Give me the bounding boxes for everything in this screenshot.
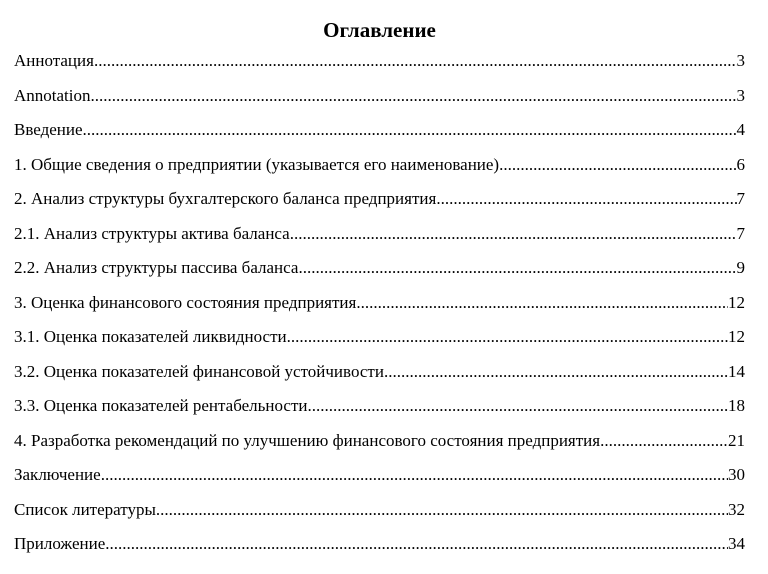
toc-dot-leader [290, 220, 737, 248]
toc-entry-text: 3. Оценка финансового состояния предприятия [14, 292, 357, 312]
toc-entry-page: 4 [736, 120, 745, 139]
toc-entry-text: 1. Общие сведения о предприятии (указывается его наименование) [14, 154, 500, 174]
toc-dot-leader [287, 323, 728, 351]
toc-entry-introduction[interactable] [14, 116, 745, 151]
toc-entry-page: 9 [736, 258, 745, 277]
toc-entry-page: 6 [736, 154, 745, 174]
document-page [14, 0, 745, 574]
toc-entry-section-3-2[interactable] [14, 358, 745, 393]
toc-entry-page: 21 [728, 430, 745, 450]
toc-title: Оглавление [323, 18, 436, 42]
toc-entry-text: Annotation [14, 85, 91, 105]
toc-entry-text: 3.1. Оценка показателей ликвидности [14, 327, 287, 346]
toc-entry-page: 3 [736, 51, 745, 70]
toc-entry-text: Заключение [14, 465, 101, 484]
toc-entry-page: 12 [728, 292, 745, 312]
toc-dot-leader [308, 392, 728, 420]
toc-dot-leader [156, 496, 728, 524]
toc-entry-text: 2.1. Анализ структуры актива баланса [14, 223, 290, 243]
toc-entry-page: 7 [736, 223, 745, 243]
toc-dot-leader [94, 47, 737, 75]
toc-entry-appendix[interactable] [14, 530, 745, 565]
toc-entry-page: 32 [728, 499, 745, 519]
toc-entry-section-2[interactable] [14, 185, 745, 220]
toc-entry-page: 14 [728, 361, 745, 381]
toc-entry-annotation-ru[interactable] [14, 47, 745, 82]
toc-dot-leader [499, 151, 736, 179]
toc-entry-text: 4. Разработка рекомендаций по улучшению финансового состояния предприятия [14, 430, 601, 450]
toc-entry-section-3-3[interactable] [14, 392, 745, 427]
toc-entry-references[interactable] [14, 496, 745, 531]
toc-dot-leader [298, 254, 736, 282]
toc-list [14, 47, 745, 565]
toc-dot-leader [600, 427, 728, 455]
toc-entry-section-3-1[interactable] [14, 323, 745, 358]
toc-entry-page: 12 [728, 327, 745, 346]
toc-entry-section-2-1[interactable] [14, 220, 745, 255]
toc-entry-text: Список литературы [14, 499, 156, 519]
toc-entry-text: 2. Анализ структуры бухгалтерского баланса предприятия [14, 189, 437, 208]
toc-entry-conclusion[interactable] [14, 461, 745, 496]
toc-entry-text: Приложение [14, 534, 106, 553]
toc-entry-annotation-en[interactable] [14, 82, 745, 117]
toc-entry-section-1[interactable] [14, 151, 745, 186]
toc-dot-leader [105, 530, 728, 558]
toc-entry-text: 2.2. Анализ структуры пассива баланса [14, 258, 299, 277]
toc-entry-section-2-2[interactable] [14, 254, 745, 289]
toc-dot-leader [436, 185, 736, 213]
toc-dot-leader [91, 82, 737, 110]
toc-entry-text: 3.3. Оценка показателей рентабельности [14, 396, 308, 415]
toc-dot-leader [356, 289, 728, 317]
toc-dot-leader [101, 461, 728, 489]
toc-entry-section-3[interactable] [14, 289, 745, 324]
toc-entry-page: 34 [728, 534, 745, 553]
toc-entry-page: 3 [736, 85, 745, 105]
toc-dot-leader [384, 358, 728, 386]
toc-entry-text: 3.2. Оценка показателей финансовой устойчивости [14, 361, 384, 381]
toc-entry-text: Введение [14, 120, 83, 139]
toc-entry-text: Аннотация [14, 51, 94, 70]
toc-entry-section-4[interactable] [14, 427, 745, 462]
toc-entry-page: 7 [736, 189, 745, 208]
toc-entry-page: 30 [728, 465, 745, 484]
toc-dot-leader [83, 116, 737, 144]
toc-entry-page: 18 [728, 396, 745, 415]
